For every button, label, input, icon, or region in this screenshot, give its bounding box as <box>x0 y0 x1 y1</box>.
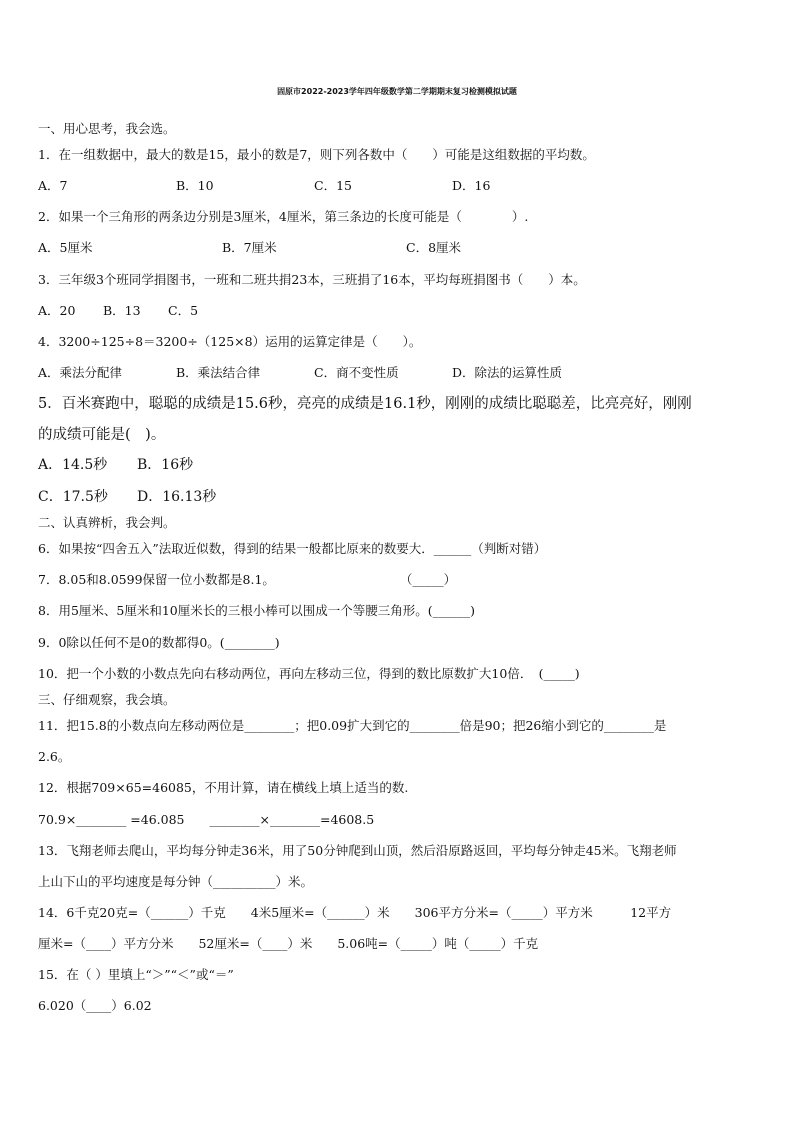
question-6: 6．如果按“四舍五入”法取近似数，得到的结果一般都比原来的数要大．______（判断对错） <box>38 541 547 556</box>
q5-option-b: B．16秒 <box>137 457 194 473</box>
question-15-line-2: 6.020（____）6.02 <box>38 998 152 1013</box>
question-12-line-1: 12．根据709×65=46085，不用计算，请在横线上填上适当的数. <box>38 780 409 795</box>
q4-option-c: C．商不变性质 <box>314 365 399 380</box>
question-14-line-2: 厘米=（____）平方分米 52厘米=（____）米 5.06吨=（_____）吨（_____）千克 <box>38 936 539 951</box>
q2-option-b: B．7厘米 <box>222 240 277 255</box>
q4-option-d: D．除法的运算性质 <box>452 365 563 380</box>
question-7: 7．8.05和8.0599保留一位小数都是8.1。 （_____） <box>38 572 457 587</box>
q2-option-c: C．8厘米 <box>406 240 462 255</box>
question-13-line-2: 上山下山的平均速度是每分钟（__________）米。 <box>38 874 314 889</box>
question-13-line-1: 13．飞翔老师去爬山，平均每分钟走36米，用了50分钟爬到山顶，然后沿原路返回，平均每分钟走45米。飞翔老师 <box>38 843 677 858</box>
q1-option-d: D．16 <box>452 178 491 193</box>
page-title: 固原市2022-2023学年四年级数学第二学期期末复习检测模拟试题 <box>277 87 517 96</box>
q5-option-d: D．16.13秒 <box>137 489 217 505</box>
question-11-line-2: 2.6。 <box>38 749 71 764</box>
q2-option-a: A．5厘米 <box>38 240 93 255</box>
q4-option-b: B．乘法结合律 <box>176 365 261 380</box>
question-8: 8．用5厘米、5厘米和10厘米长的三根小棒可以围成一个等腰三角形。(______) <box>38 603 476 618</box>
question-2: 2．如果一个三角形的两条边分别是3厘米，4厘米，第三条边的长度可能是（ ）. <box>38 209 529 224</box>
q1-option-b: B．10 <box>176 178 214 193</box>
q3-option-b: B．13 <box>103 303 141 318</box>
q1-option-a: A．7 <box>38 178 68 193</box>
q4-option-a: A．乘法分配律 <box>38 365 123 380</box>
question-1: 1．在一组数据中，最大的数是15，最小的数是7，则下列各数中（ ）可能是这组数据的平均数。 <box>38 147 595 162</box>
q3-option-c: C．5 <box>168 303 199 318</box>
question-14-line-1: 14．6千克20克=（______）千克 4米5厘米=（______）米 306平方分米=（_____）平方米 12平方 <box>38 905 672 920</box>
section-heading-2: 二、认真辨析，我会判。 <box>38 515 176 530</box>
q5-option-a: A．14.5秒 <box>38 457 108 473</box>
question-12-line-2: 70.9×________ =46.085 ________×________=4608.5 <box>38 812 375 827</box>
q3-option-a: A．20 <box>38 303 76 318</box>
question-9: 9．0除以任何不是0的数都得0。(________) <box>38 635 280 650</box>
q5-option-c: C．17.5秒 <box>38 489 108 505</box>
section-heading-1: 一、用心思考，我会选。 <box>38 121 176 136</box>
question-10: 10．把一个小数的小数点先向右移动两位，再向左移动三位，得到的数比原数扩大10倍． (_____) <box>38 666 580 681</box>
question-15-line-1: 15．在（ ）里填上“＞”“＜”或“＝” <box>38 967 234 982</box>
question-5-line-2: 的成绩可能是( )。 <box>38 427 166 443</box>
question-3: 3．三年级3个班同学捐图书，一班和二班共捐23本，三班捐了16本，平均每班捐图书（ ）本。 <box>38 272 586 287</box>
q1-option-c: C．15 <box>314 178 352 193</box>
question-4: 4．3200÷125÷8＝3200÷（125×8）运用的运算定律是（ ）。 <box>38 334 422 349</box>
question-5-line-1: 5．百米赛跑中，聪聪的成绩是15.6秒，亮亮的成绩是16.1秒，刚刚的成绩比聪聪差，比亮亮好，刚刚 <box>38 396 692 412</box>
question-11-line-1: 11．把15.8的小数点向左移动两位是________；把0.09扩大到它的________倍是90；把26缩小到它的________是 <box>38 718 667 733</box>
section-heading-3: 三、仔细观察，我会填。 <box>38 692 176 707</box>
